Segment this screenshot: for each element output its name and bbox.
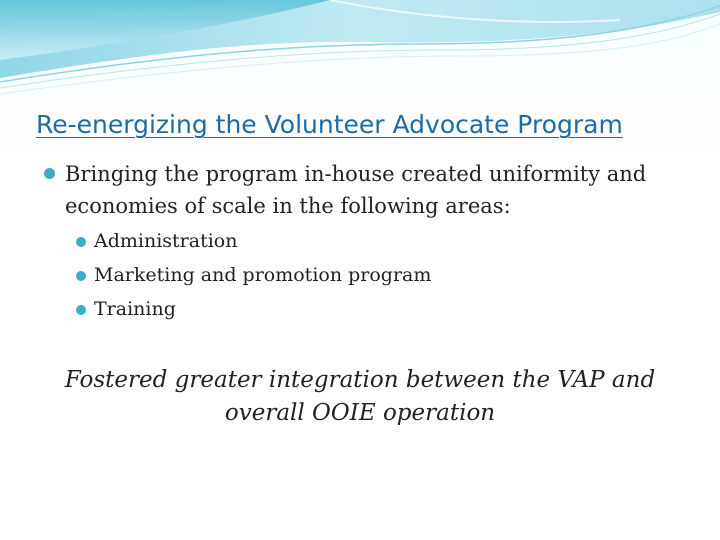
sub-bullet-text: Training bbox=[94, 298, 176, 320]
bullet-dot-icon bbox=[76, 237, 86, 247]
sub-bullet-text: Administration bbox=[94, 230, 238, 252]
sub-bullet-item bbox=[76, 224, 431, 258]
sub-bullet-item bbox=[76, 292, 431, 326]
main-bullet bbox=[44, 158, 704, 222]
header-wave-decoration bbox=[0, 0, 720, 110]
main-bullet-text: Bringing the program in-house created uniformity and economies of scale in the following areas: bbox=[65, 162, 647, 218]
bullet-dot-icon bbox=[76, 271, 86, 281]
closing-statement: Fostered greater integration between the VAP and overall OOIE operation bbox=[64, 367, 656, 426]
slide-title: Re-energizing the Volunteer Advocate Program bbox=[36, 110, 623, 139]
sub-bullet-list bbox=[76, 224, 431, 326]
bullet-dot-icon bbox=[76, 305, 86, 315]
bullet-dot-icon bbox=[44, 168, 55, 179]
sub-bullet-text: Marketing and promotion program bbox=[94, 264, 432, 286]
sub-bullet-item bbox=[76, 258, 431, 292]
